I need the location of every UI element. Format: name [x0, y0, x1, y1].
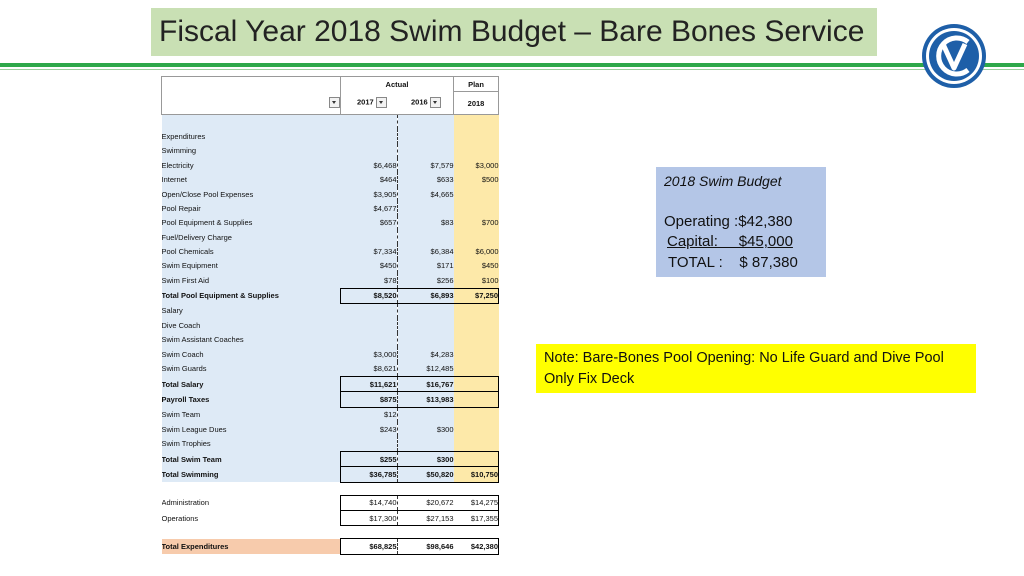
row-label: Swim Assistant Coaches	[162, 333, 341, 347]
table-row	[162, 288, 499, 303]
table-row	[162, 467, 499, 482]
value-2017: $11,621	[341, 376, 398, 391]
value-2016	[397, 407, 454, 422]
value-2016: $300	[397, 451, 454, 466]
table-row	[162, 129, 499, 143]
table-row	[162, 451, 499, 466]
table-row	[162, 362, 499, 377]
header-actual: Actual	[341, 77, 454, 92]
row-label: Swim Team	[162, 407, 341, 422]
table-row	[162, 187, 499, 201]
table-row	[162, 333, 499, 347]
col-2016: 2016	[411, 97, 428, 107]
value-2017: $657	[341, 216, 398, 230]
row-gap	[162, 526, 499, 539]
value-2016	[397, 318, 454, 332]
value-2018-plan: $42,380	[454, 539, 499, 554]
row-label: Fuel/Delivery Charge	[162, 230, 341, 244]
row-label: Dive Coach	[162, 318, 341, 332]
value-2018-plan	[454, 422, 499, 436]
value-2017	[341, 436, 398, 451]
value-2016: $13,983	[397, 392, 454, 407]
value-2016: $633	[397, 172, 454, 186]
value-2016: $83	[397, 216, 454, 230]
value-2018-plan: $100	[454, 273, 499, 288]
table-row	[162, 407, 499, 422]
value-2018-plan	[454, 129, 499, 143]
value-2017: $8,621	[341, 362, 398, 377]
value-2017: $464	[341, 172, 398, 186]
row-label: Total Expenditures	[162, 539, 341, 554]
value-2018-plan: $6,000	[454, 244, 499, 258]
budget-summary-title: 2018 Swim Budget	[664, 173, 782, 189]
value-2017: $68,825	[341, 539, 398, 554]
row-label: Swim Guards	[162, 362, 341, 377]
row-label: Salary	[162, 303, 341, 318]
value-2016: $12,485	[397, 362, 454, 377]
row-label: Total Salary	[162, 376, 341, 391]
value-2017: $8,520	[341, 288, 398, 303]
value-2017: $3,905	[341, 187, 398, 201]
budget-table	[161, 76, 499, 555]
value-2018-plan: $450	[454, 259, 499, 273]
value-2016: $256	[397, 273, 454, 288]
value-2018-plan	[454, 451, 499, 466]
table-row	[162, 495, 499, 510]
title-rule	[0, 63, 1024, 67]
value-2018-plan	[454, 436, 499, 451]
col-2016-dropdown-icon[interactable]	[430, 97, 441, 108]
value-2017: $255	[341, 451, 398, 466]
filter-dropdown-icon[interactable]	[329, 97, 340, 108]
row-label: Swim Trophies	[162, 436, 341, 451]
value-2017: $7,334	[341, 244, 398, 258]
value-2017	[341, 318, 398, 332]
col-2018: 2018	[454, 92, 499, 115]
title-rule-thin	[0, 69, 1024, 70]
value-2016	[397, 201, 454, 215]
table-row	[162, 201, 499, 215]
value-2018-plan: $7,250	[454, 288, 499, 303]
value-2017	[341, 129, 398, 143]
value-2016	[397, 129, 454, 143]
value-2018-plan	[454, 347, 499, 361]
value-2018-plan: $10,750	[454, 467, 499, 482]
value-2016: $4,283	[397, 347, 454, 361]
value-2016	[397, 230, 454, 244]
table-row	[162, 318, 499, 332]
row-label: Internet	[162, 172, 341, 186]
value-2017	[341, 333, 398, 347]
table-row	[162, 144, 499, 158]
value-2016	[397, 333, 454, 347]
header-row-1	[162, 77, 499, 92]
row-label: Swim First Aid	[162, 273, 341, 288]
value-2016	[397, 436, 454, 451]
row-label: Expenditures	[162, 129, 341, 143]
table-row	[162, 158, 499, 172]
row-label: Payroll Taxes	[162, 392, 341, 407]
budget-total: TOTAL : $ 87,380	[668, 254, 798, 271]
table-row	[162, 303, 499, 318]
value-2018-plan	[454, 392, 499, 407]
value-2018-plan	[454, 318, 499, 332]
row-label: Swim League Dues	[162, 422, 341, 436]
row-label: Pool Equipment & Supplies	[162, 216, 341, 230]
row-label: Electricity	[162, 158, 341, 172]
value-2016: $300	[397, 422, 454, 436]
spacer-row	[162, 114, 499, 129]
note-box: Note: Bare-Bones Pool Opening: No Life Guard and Dive Pool Only Fix Deck	[536, 344, 976, 393]
table-row	[162, 422, 499, 436]
value-2018-plan: $700	[454, 216, 499, 230]
value-2018-plan	[454, 303, 499, 318]
value-2017: $17,300	[341, 511, 398, 526]
value-2018-plan	[454, 230, 499, 244]
value-2016: $7,579	[397, 158, 454, 172]
row-label: Total Pool Equipment & Supplies	[162, 288, 341, 303]
value-2018-plan: $14,275	[454, 495, 499, 510]
header-plan: Plan	[454, 77, 499, 92]
row-label: Swimming	[162, 144, 341, 158]
value-2017	[341, 303, 398, 318]
budget-capital: Capital: $45,000	[667, 233, 793, 250]
value-2016: $27,153	[397, 511, 454, 526]
value-2017: $450	[341, 259, 398, 273]
row-label: Swim Coach	[162, 347, 341, 361]
table-row	[162, 392, 499, 407]
value-2016: $98,646	[397, 539, 454, 554]
value-2016: $50,820	[397, 467, 454, 482]
table-row	[162, 216, 499, 230]
header-row-2	[162, 92, 499, 115]
table-row	[162, 259, 499, 273]
value-2018-plan	[454, 144, 499, 158]
row-gap	[162, 482, 499, 495]
row-label: Pool Chemicals	[162, 244, 341, 258]
value-2017: $4,677	[341, 201, 398, 215]
value-2017: $3,000	[341, 347, 398, 361]
value-2016	[397, 303, 454, 318]
value-2017	[341, 144, 398, 158]
table-row	[162, 539, 499, 554]
table-row	[162, 230, 499, 244]
table-row	[162, 436, 499, 451]
value-2017: $6,468	[341, 158, 398, 172]
row-label: Pool Repair	[162, 201, 341, 215]
table-row	[162, 172, 499, 186]
slide-title: Fiscal Year 2018 Swim Budget – Bare Bones Service	[151, 8, 877, 56]
value-2016: $6,384	[397, 244, 454, 258]
value-2018-plan	[454, 362, 499, 377]
value-2017: $14,740	[341, 495, 398, 510]
value-2017: $36,785	[341, 467, 398, 482]
row-label: Swim Equipment	[162, 259, 341, 273]
value-2018-plan	[454, 407, 499, 422]
value-2016: $4,665	[397, 187, 454, 201]
table-row	[162, 511, 499, 526]
value-2017: $78	[341, 273, 398, 288]
value-2017: $12	[341, 407, 398, 422]
value-2017: $875	[341, 392, 398, 407]
value-2017: $243	[341, 422, 398, 436]
value-2018-plan: $500	[454, 172, 499, 186]
value-2016: $171	[397, 259, 454, 273]
budget-summary-box	[656, 167, 826, 277]
table-row	[162, 244, 499, 258]
row-label: Open/Close Pool Expenses	[162, 187, 341, 201]
table-row	[162, 347, 499, 361]
value-2018-plan	[454, 187, 499, 201]
value-2018-plan	[454, 333, 499, 347]
value-2018-plan: $3,000	[454, 158, 499, 172]
row-label: Total Swimming	[162, 467, 341, 482]
value-2017	[341, 230, 398, 244]
budget-spreadsheet	[161, 76, 499, 552]
value-2016: $16,767	[397, 376, 454, 391]
row-label: Administration	[161, 498, 210, 508]
budget-operating: Operating :$42,380	[664, 213, 793, 230]
value-2016: $20,672	[397, 495, 454, 510]
value-2018-plan	[454, 376, 499, 391]
col-2017-dropdown-icon[interactable]	[376, 97, 387, 108]
row-label: Operations	[161, 513, 199, 523]
value-2018-plan	[454, 201, 499, 215]
row-label: Total Swim Team	[162, 451, 341, 466]
table-row	[162, 376, 499, 391]
village-logo-icon	[920, 22, 988, 90]
value-2016	[397, 144, 454, 158]
col-2017: 2017	[357, 97, 374, 107]
value-2018-plan: $17,355	[454, 511, 499, 526]
value-2016: $6,893	[397, 288, 454, 303]
table-row	[162, 273, 499, 288]
